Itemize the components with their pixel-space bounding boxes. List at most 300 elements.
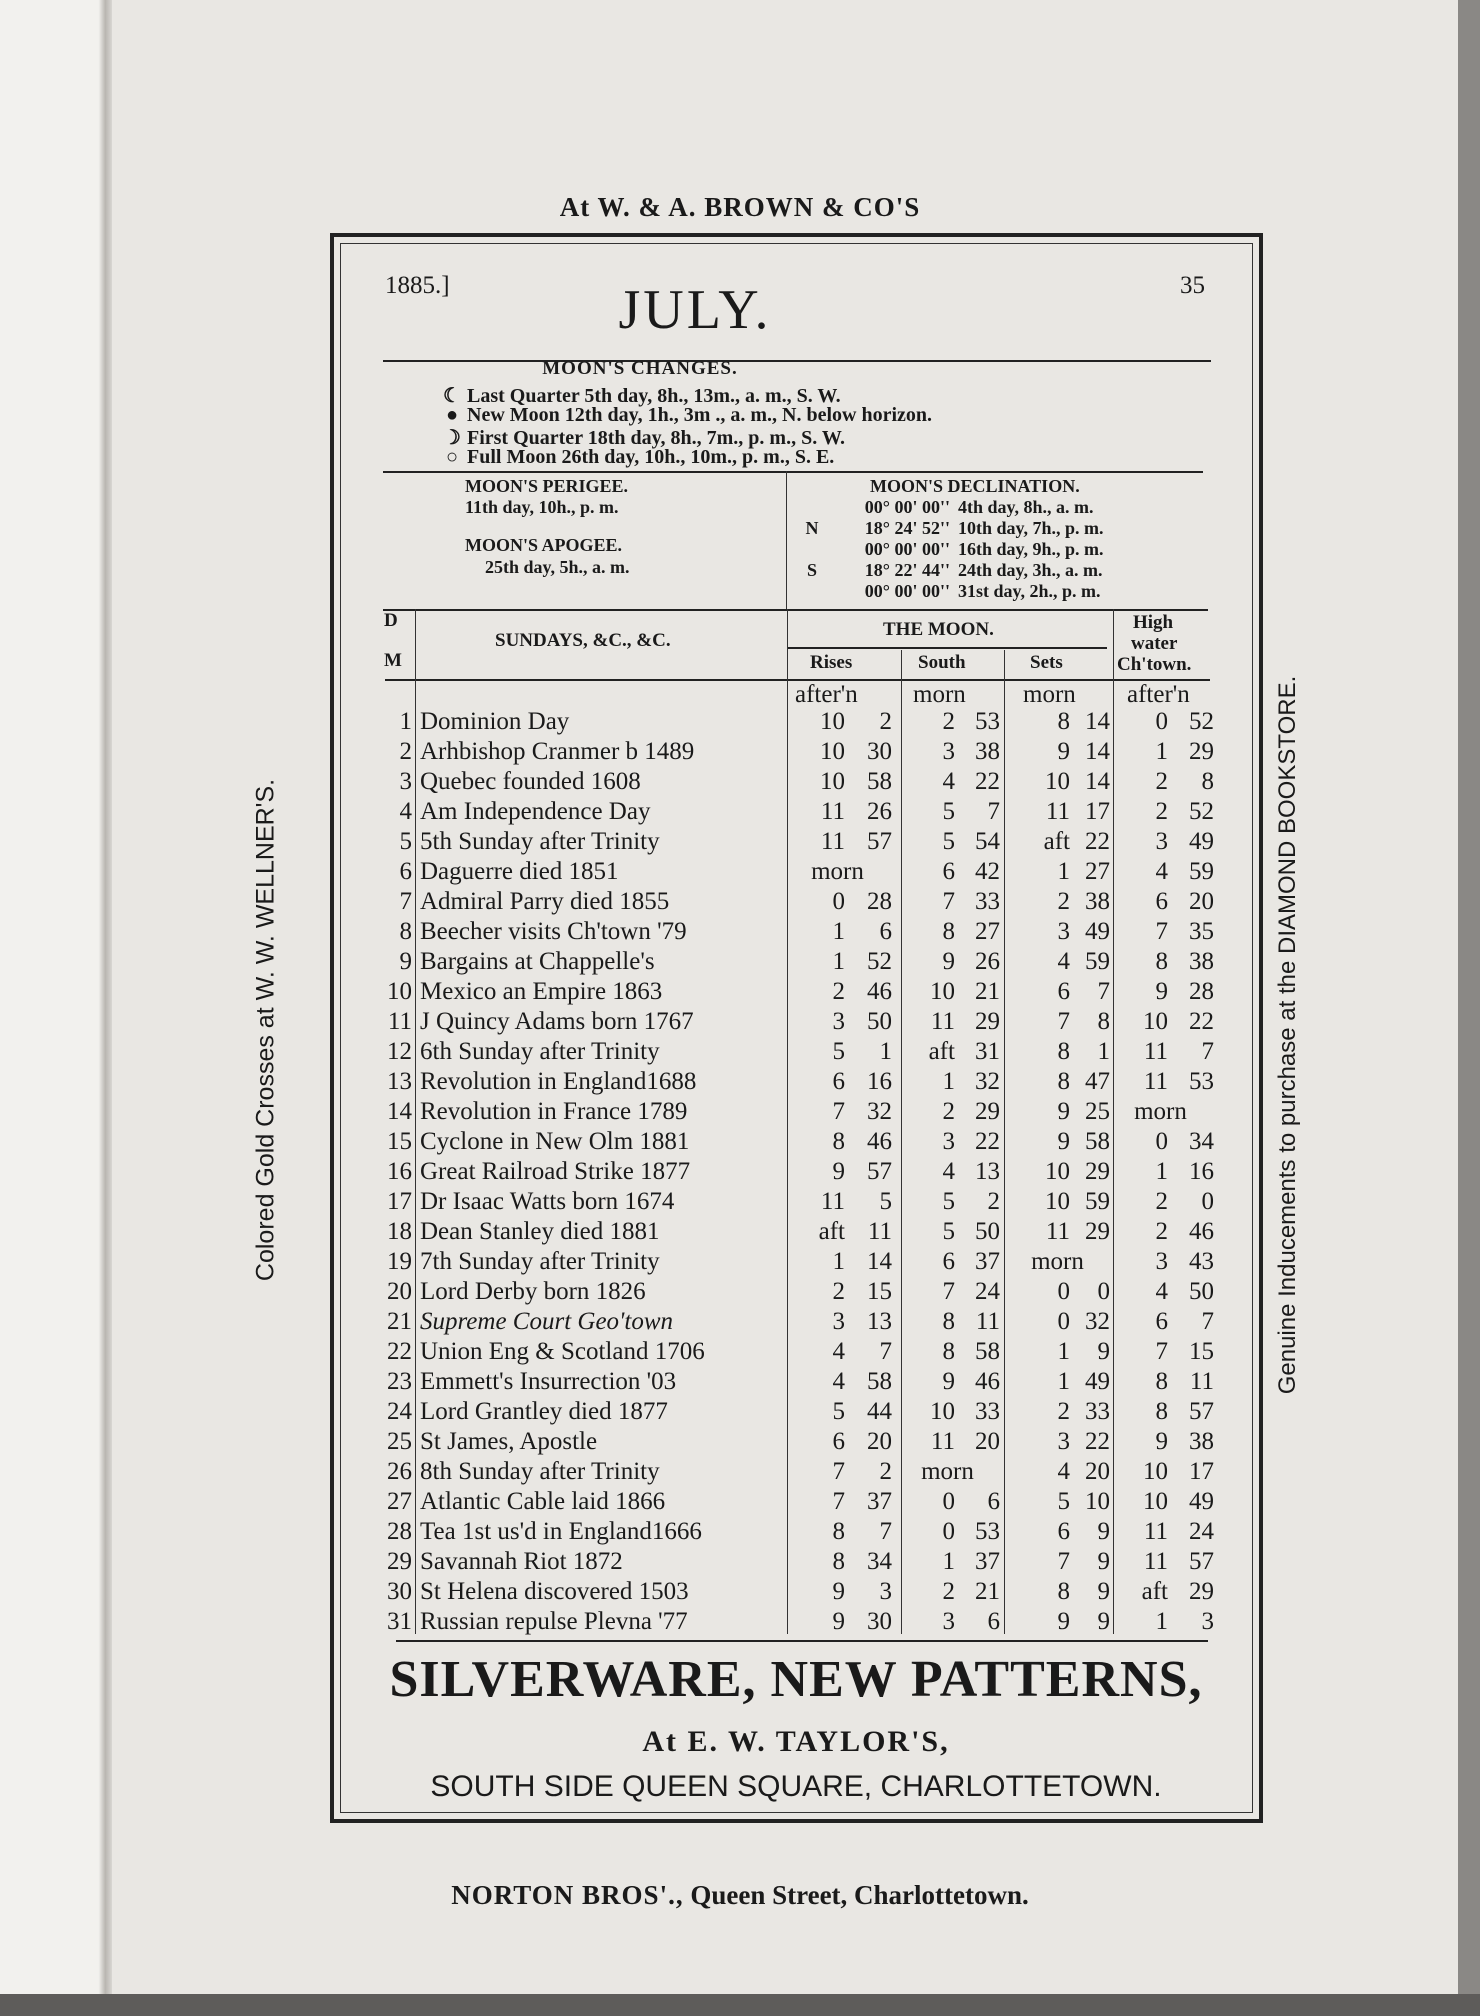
moon-sets-minute: 10 (1085, 1488, 1110, 1515)
moon-phase-icon: ☽ (443, 427, 461, 449)
moon-south-minute: 58 (975, 1338, 1000, 1365)
high-water-hour: 2 (1155, 1188, 1168, 1215)
moon-sets-hour: 8 (1057, 1068, 1070, 1095)
moon-south-hour: 6 (942, 858, 955, 885)
moon-rises-minute: 16 (867, 1068, 892, 1095)
moon-rises-hour: 11 (820, 798, 845, 825)
moon-sets-hour: 2 (1057, 888, 1070, 915)
event-text: Emmett's Insurrection '03 (420, 1368, 677, 1395)
moon-south-minute: 42 (975, 858, 1000, 885)
high-water-minute: 49 (1189, 828, 1214, 855)
event-text: 6th Sunday after Trinity (420, 1038, 660, 1065)
moon-south-hour: aft (928, 1038, 955, 1065)
perigee-value: 11th day, 10h., p. m. (465, 497, 619, 517)
high-water-minute: 34 (1189, 1128, 1214, 1155)
moon-rises-minute: 52 (867, 948, 892, 975)
moon-sets-minute: 59 (1085, 948, 1110, 975)
moon-south-minute: 2 (987, 1188, 1000, 1215)
declination-sign: N (805, 518, 819, 538)
declination-time: 4th day, 8h., a. m. (958, 497, 1094, 517)
moon-south-minute: 37 (975, 1548, 1000, 1575)
moon-rises-hour: 8 (832, 1128, 845, 1155)
moon-rises-hour: 10 (820, 708, 845, 735)
moon-sets-hour: 9 (1057, 738, 1070, 765)
high-water-hour: 3 (1155, 828, 1168, 855)
day-number: 13 (387, 1068, 412, 1095)
moon-sets-hour: 1 (1057, 1368, 1070, 1395)
moon-rises-minute: 46 (867, 1128, 892, 1155)
event-text: Revolution in England1688 (420, 1068, 697, 1095)
divider-vertical (786, 471, 787, 609)
moon-south-hour: 5 (942, 828, 955, 855)
moon-sets-hour: 3 (1057, 1428, 1070, 1455)
day-number: 10 (387, 978, 412, 1005)
moon-sets-hour: morn (1031, 1248, 1084, 1275)
moon-sets-hour: 0 (1057, 1278, 1070, 1305)
moon-south-hour: morn (921, 1458, 974, 1485)
moon-change-text: Full Moon 26th day, 10h., 10m., p. m., S. E. (467, 446, 835, 468)
high-water-hour: 2 (1155, 768, 1168, 795)
moon-sets-hour: 7 (1057, 1008, 1070, 1035)
day-number: 27 (387, 1488, 412, 1515)
event-text: Bargains at Chappelle's (420, 948, 655, 975)
moon-south-minute: 21 (975, 1578, 1000, 1605)
declination-title: MOON'S DECLINATION. (870, 476, 1080, 496)
moon-sets-hour: 6 (1057, 978, 1070, 1005)
rises-subheader: after'n (795, 681, 858, 708)
moon-rises-hour: aft (818, 1218, 845, 1245)
moon-south-hour: 5 (942, 798, 955, 825)
high-water-minute: 46 (1189, 1218, 1214, 1245)
moon-sets-minute: 49 (1085, 1368, 1110, 1395)
moon-sets-minute: 20 (1085, 1458, 1110, 1485)
moon-rises-minute: 1 (879, 1038, 892, 1065)
moon-phase-icon: ● (445, 404, 459, 426)
high-water-minute: 57 (1189, 1548, 1214, 1575)
high-water-minute: 15 (1189, 1338, 1214, 1365)
high-water-hour: 10 (1143, 1488, 1168, 1515)
advert-address: SOUTH SIDE QUEEN SQUARE, CHARLOTTETOWN. (430, 1770, 1162, 1803)
page-binding-edge (0, 0, 112, 2016)
moon-rises-hour: 2 (832, 1278, 845, 1305)
day-number: 12 (387, 1038, 412, 1065)
moon-rises-hour: 11 (820, 828, 845, 855)
divider-vertical (415, 609, 416, 1634)
event-text: 7th Sunday after Trinity (420, 1248, 660, 1275)
moon-rises-minute: 30 (867, 738, 892, 765)
day-number: 6 (399, 858, 412, 885)
high-water-minute: 50 (1189, 1278, 1214, 1305)
moon-sets-hour: 9 (1057, 1128, 1070, 1155)
moon-south-minute: 6 (987, 1488, 1000, 1515)
declination-time: 31st day, 2h., p. m. (958, 581, 1101, 601)
moon-phase-icon: ☾ (443, 385, 461, 407)
moon-sets-minute: 9 (1097, 1608, 1110, 1635)
moon-rises-hour: 7 (832, 1488, 845, 1515)
event-text: Quebec founded 1608 (420, 768, 641, 795)
high-water-minute: 49 (1189, 1488, 1214, 1515)
moon-rises-minute: 57 (867, 1158, 892, 1185)
divider-vertical (1004, 650, 1005, 1634)
high-water-header-1: High (1133, 612, 1174, 633)
high-water-minute: 3 (1201, 1608, 1214, 1635)
moon-rises-minute: 32 (867, 1098, 892, 1125)
moon-rises-minute: 2 (879, 1458, 892, 1485)
moon-rises-hour: 0 (832, 888, 845, 915)
moon-rises-minute: 14 (867, 1248, 892, 1275)
moon-rises-hour: 11 (820, 1188, 845, 1215)
moon-south-hour: 4 (942, 1158, 955, 1185)
water-subheader: after'n (1127, 681, 1190, 708)
moon-rises-minute: 7 (879, 1518, 892, 1545)
high-water-hour: 6 (1155, 1308, 1168, 1335)
moon-sets-minute: 33 (1085, 1398, 1110, 1425)
moon-change-row (443, 404, 932, 427)
high-water-hour: 7 (1155, 1338, 1168, 1365)
high-water-minute: 52 (1189, 708, 1214, 735)
moon-south-hour: 8 (942, 1308, 955, 1335)
moon-sets-minute: 27 (1085, 858, 1110, 885)
moon-south-hour: 6 (942, 1248, 955, 1275)
event-text: Am Independence Day (420, 798, 651, 825)
moon-south-minute: 29 (975, 1008, 1000, 1035)
high-water-minute: 35 (1189, 918, 1214, 945)
divider (383, 609, 1208, 611)
high-water-minute: 7 (1201, 1308, 1214, 1335)
moon-sets-minute: 14 (1085, 738, 1110, 765)
moon-south-minute: 13 (975, 1158, 1000, 1185)
sets-subheader: morn (1023, 681, 1076, 708)
moon-sets-minute: 59 (1085, 1188, 1110, 1215)
page-number: 35 (1180, 272, 1205, 299)
moon-south-minute: 29 (975, 1098, 1000, 1125)
moon-rises-hour: 8 (832, 1548, 845, 1575)
south-col-header: South (918, 652, 966, 673)
high-water-header-2: water (1131, 633, 1178, 654)
moon-south-minute: 21 (975, 978, 1000, 1005)
high-water-minute: 53 (1189, 1068, 1214, 1095)
moon-south-minute: 11 (975, 1308, 1000, 1335)
apogee-title: MOON'S APOGEE. (465, 535, 623, 555)
event-text: Union Eng & Scotland 1706 (420, 1338, 705, 1365)
high-water-minute: 20 (1189, 888, 1214, 915)
moon-sets-minute: 9 (1097, 1548, 1110, 1575)
moon-sets-minute: 29 (1085, 1218, 1110, 1245)
moon-sets-hour: 1 (1057, 858, 1070, 885)
high-water-minute: 24 (1189, 1518, 1214, 1545)
month-col-header: M (384, 650, 402, 671)
day-number: 23 (387, 1368, 412, 1395)
day-number: 18 (387, 1218, 412, 1245)
divider-vertical (787, 609, 788, 1634)
event-text: Dr Isaac Watts born 1674 (420, 1188, 675, 1215)
declination-degrees: 00° 00' 00'' (864, 497, 950, 517)
event-text: Arhbishop Cranmer b 1489 (420, 738, 695, 765)
moon-rises-minute: 30 (867, 1608, 892, 1635)
moon-south-minute: 46 (975, 1368, 1000, 1395)
moon-rises-minute: 44 (867, 1398, 892, 1425)
moon-rises-hour: 6 (832, 1068, 845, 1095)
moon-change-text: New Moon 12th day, 1h., 3m ., a. m., N. below horizon. (467, 404, 933, 426)
event-text: Cyclone in New Olm 1881 (420, 1128, 690, 1155)
divider-vertical (901, 650, 902, 1634)
footer-shop: NORTON BROS'., (451, 1880, 684, 1910)
divider (383, 471, 1203, 473)
day-number: 8 (399, 918, 412, 945)
day-number: 22 (387, 1338, 412, 1365)
moon-rises-minute: 28 (867, 888, 892, 915)
high-water-hour: 8 (1155, 1398, 1168, 1425)
divider (396, 1640, 1208, 1642)
high-water-hour: 1 (1155, 1158, 1168, 1185)
advert-headline: SILVERWARE, NEW PATTERNS, (389, 1651, 1203, 1708)
high-water-hour: 8 (1155, 948, 1168, 975)
rises-col-header: Rises (810, 652, 853, 673)
day-number: 4 (399, 798, 412, 825)
moon-rises-minute: 6 (879, 918, 892, 945)
moon-rises-minute: 13 (867, 1308, 892, 1335)
high-water-hour: 8 (1155, 1368, 1168, 1395)
high-water-hour: 11 (1143, 1038, 1168, 1065)
event-text: Daguerre died 1851 (420, 858, 619, 885)
high-water-minute: 38 (1189, 948, 1214, 975)
moon-sets-minute: 25 (1085, 1098, 1110, 1125)
high-water-minute: 29 (1189, 1578, 1214, 1605)
moon-south-hour: 1 (942, 1548, 955, 1575)
high-water-minute: 57 (1189, 1398, 1214, 1425)
moon-sets-hour: 7 (1057, 1548, 1070, 1575)
high-water-hour: aft (1141, 1578, 1168, 1605)
high-water-hour: 6 (1155, 888, 1168, 915)
high-water-hour: 11 (1143, 1548, 1168, 1575)
moon-south-hour: 4 (942, 768, 955, 795)
moon-south-hour: 10 (930, 978, 955, 1005)
high-water-hour: 9 (1155, 1428, 1168, 1455)
moon-rises-hour: 2 (832, 978, 845, 1005)
moon-col-header: THE MOON. (883, 619, 994, 640)
moon-rises-minute: 2 (879, 708, 892, 735)
south-subheader: morn (913, 681, 966, 708)
divider (787, 647, 1107, 649)
apogee-value: 25th day, 5h., a. m. (485, 557, 630, 577)
moon-rises-hour: 10 (820, 738, 845, 765)
moon-sets-minute: 9 (1097, 1518, 1110, 1545)
moon-sets-hour: 4 (1057, 1458, 1070, 1485)
high-water-minute: 8 (1201, 768, 1214, 795)
moon-sets-hour: 10 (1045, 768, 1070, 795)
moon-south-hour: 1 (942, 1068, 955, 1095)
high-water-minute: 0 (1201, 1188, 1214, 1215)
moon-sets-minute: 9 (1097, 1578, 1110, 1605)
day-number: 15 (387, 1128, 412, 1155)
moon-rises-hour: 4 (832, 1368, 845, 1395)
moon-sets-minute: 47 (1085, 1068, 1110, 1095)
day-number: 30 (387, 1578, 412, 1605)
high-water-hour: 3 (1155, 1248, 1168, 1275)
event-text: Great Railroad Strike 1877 (420, 1158, 691, 1185)
moon-rises-hour: 9 (832, 1608, 845, 1635)
high-water-hour: 10 (1143, 1458, 1168, 1485)
high-water-minute: 16 (1189, 1158, 1214, 1185)
moon-rises-hour: 1 (832, 1248, 845, 1275)
perigee-title: MOON'S PERIGEE. (465, 476, 629, 496)
moon-sets-minute: 0 (1097, 1278, 1110, 1305)
moon-sets-hour: 10 (1045, 1188, 1070, 1215)
moon-rises-hour: 3 (832, 1308, 845, 1335)
moon-south-minute: 53 (975, 708, 1000, 735)
moon-south-minute: 26 (975, 948, 1000, 975)
moon-rises-hour: 10 (820, 768, 845, 795)
moon-sets-hour: 3 (1057, 918, 1070, 945)
moon-south-minute: 24 (975, 1278, 1000, 1305)
declination-sign: S (806, 560, 817, 580)
event-text: Beecher visits Ch'town '79 (420, 918, 687, 945)
high-water-minute: 59 (1189, 858, 1214, 885)
moon-south-minute: 22 (975, 768, 1000, 795)
high-water-minute: 11 (1189, 1368, 1214, 1395)
day-number: 29 (387, 1548, 412, 1575)
declination-degrees: 18° 24' 52'' (864, 518, 950, 538)
moon-rises-hour: 3 (832, 1008, 845, 1035)
moon-south-minute: 50 (975, 1218, 1000, 1245)
moon-rises-minute: 37 (867, 1488, 892, 1515)
moon-sets-hour: 9 (1057, 1608, 1070, 1635)
event-text: Dominion Day (420, 708, 570, 735)
moon-south-minute: 37 (975, 1248, 1000, 1275)
high-water-hour: 2 (1155, 1218, 1168, 1245)
moon-south-minute: 32 (975, 1068, 1000, 1095)
moon-sets-hour: 6 (1057, 1518, 1070, 1545)
moon-rises-hour: 9 (832, 1578, 845, 1605)
moon-sets-minute: 22 (1085, 828, 1110, 855)
moon-south-hour: 10 (930, 1398, 955, 1425)
moon-south-hour: 7 (942, 888, 955, 915)
moon-rises-minute: 3 (879, 1578, 892, 1605)
moon-south-minute: 20 (975, 1428, 1000, 1455)
moon-sets-minute: 17 (1085, 798, 1110, 825)
advert-shop: At E. W. TAYLOR'S, (642, 1725, 950, 1758)
event-text: Dean Stanley died 1881 (420, 1218, 660, 1245)
moon-sets-hour: 0 (1057, 1308, 1070, 1335)
moon-sets-minute: 9 (1097, 1338, 1110, 1365)
event-text: Savannah Riot 1872 (420, 1548, 623, 1575)
moon-rises-hour: 5 (832, 1038, 845, 1065)
moon-south-hour: 9 (942, 1368, 955, 1395)
header-advert: At W. & A. BROWN & CO'S (559, 192, 921, 222)
day-number: 5 (399, 828, 412, 855)
moon-sets-minute: 32 (1085, 1308, 1110, 1335)
moon-rises-hour: 8 (832, 1518, 845, 1545)
moon-south-hour: 3 (942, 738, 955, 765)
moon-south-minute: 6 (987, 1608, 1000, 1635)
high-water-minute: 43 (1189, 1248, 1214, 1275)
moon-south-minute: 33 (975, 1398, 1000, 1425)
moon-rises-hour: morn (811, 858, 864, 885)
moon-south-hour: 2 (942, 1098, 955, 1125)
side-advert-right: Genuine Inducements to purchase at the DIAMOND BOOKSTORE. (1274, 675, 1301, 1395)
moon-sets-minute: 7 (1097, 978, 1110, 1005)
moon-south-minute: 7 (987, 798, 1000, 825)
moon-rises-minute: 50 (867, 1008, 892, 1035)
moon-rises-minute: 15 (867, 1278, 892, 1305)
moon-sets-minute: 22 (1085, 1428, 1110, 1455)
event-text: Tea 1st us'd in England1666 (420, 1518, 702, 1545)
moon-south-hour: 5 (942, 1218, 955, 1245)
events-col-header: SUNDAYS, &C., &C. (495, 630, 671, 651)
moon-sets-minute: 38 (1085, 888, 1110, 915)
day-number: 9 (399, 948, 412, 975)
event-text: Revolution in France 1789 (420, 1098, 688, 1125)
moon-sets-hour: 10 (1045, 1158, 1070, 1185)
moon-south-minute: 53 (975, 1518, 1000, 1545)
moon-south-hour: 11 (930, 1428, 955, 1455)
moon-sets-hour: 4 (1057, 948, 1070, 975)
high-water-header-3: Ch'town. (1117, 654, 1192, 675)
moon-rises-hour: 1 (832, 948, 845, 975)
moon-rises-minute: 58 (867, 768, 892, 795)
moon-change-text: First Quarter 18th day, 8h., 7m., p. m., S. W. (467, 427, 845, 449)
day-col-header: D (384, 610, 398, 631)
moon-sets-minute: 8 (1097, 1008, 1110, 1035)
declination-time: 16th day, 9h., p. m. (958, 539, 1104, 559)
moon-changes-title: MOON'S CHANGES. (542, 358, 738, 379)
moon-sets-minute: 49 (1085, 918, 1110, 945)
moon-south-hour: 0 (942, 1518, 955, 1545)
moon-south-minute: 33 (975, 888, 1000, 915)
moon-rises-hour: 5 (832, 1398, 845, 1425)
moon-south-minute: 31 (975, 1038, 1000, 1065)
moon-rises-minute: 5 (879, 1188, 892, 1215)
high-water-hour: 11 (1143, 1518, 1168, 1545)
declination-time: 10th day, 7h., p. m. (958, 518, 1104, 538)
moon-south-hour: 8 (942, 1338, 955, 1365)
day-number: 16 (387, 1158, 412, 1185)
moon-south-hour: 3 (942, 1128, 955, 1155)
day-number: 7 (399, 888, 412, 915)
day-number: 31 (387, 1608, 412, 1635)
page-right-edge (1458, 0, 1480, 2016)
moon-south-hour: 2 (942, 708, 955, 735)
moon-south-hour: 9 (942, 948, 955, 975)
event-text: J Quincy Adams born 1767 (420, 1008, 694, 1035)
day-number: 17 (387, 1188, 412, 1215)
declination-degrees: 18° 22' 44'' (864, 560, 950, 580)
moon-sets-hour: aft (1043, 828, 1070, 855)
day-number: 14 (387, 1098, 412, 1125)
event-text: Lord Grantley died 1877 (420, 1398, 668, 1425)
moon-south-hour: 7 (942, 1278, 955, 1305)
moon-rises-minute: 7 (879, 1338, 892, 1365)
high-water-hour: 9 (1155, 978, 1168, 1005)
day-number: 2 (399, 738, 412, 765)
moon-rises-minute: 57 (867, 828, 892, 855)
declination-degrees: 00° 00' 00'' (864, 581, 950, 601)
event-text: 5th Sunday after Trinity (420, 828, 660, 855)
side-advert-left: Colored Gold Crosses at W. W. WELLNER'S. (251, 778, 280, 1282)
moon-sets-hour: 2 (1057, 1398, 1070, 1425)
moon-rises-minute: 26 (867, 798, 892, 825)
day-number: 24 (387, 1398, 412, 1425)
moon-sets-minute: 58 (1085, 1128, 1110, 1155)
moon-sets-hour: 11 (1045, 1218, 1070, 1245)
moon-change-row (443, 446, 834, 469)
day-number: 1 (399, 708, 412, 735)
sets-col-header: Sets (1030, 652, 1063, 673)
moon-phase-icon: ○ (445, 446, 459, 468)
page-bottom-edge (0, 1994, 1480, 2016)
moon-rises-hour: 9 (832, 1158, 845, 1185)
event-text: 8th Sunday after Trinity (420, 1458, 660, 1485)
